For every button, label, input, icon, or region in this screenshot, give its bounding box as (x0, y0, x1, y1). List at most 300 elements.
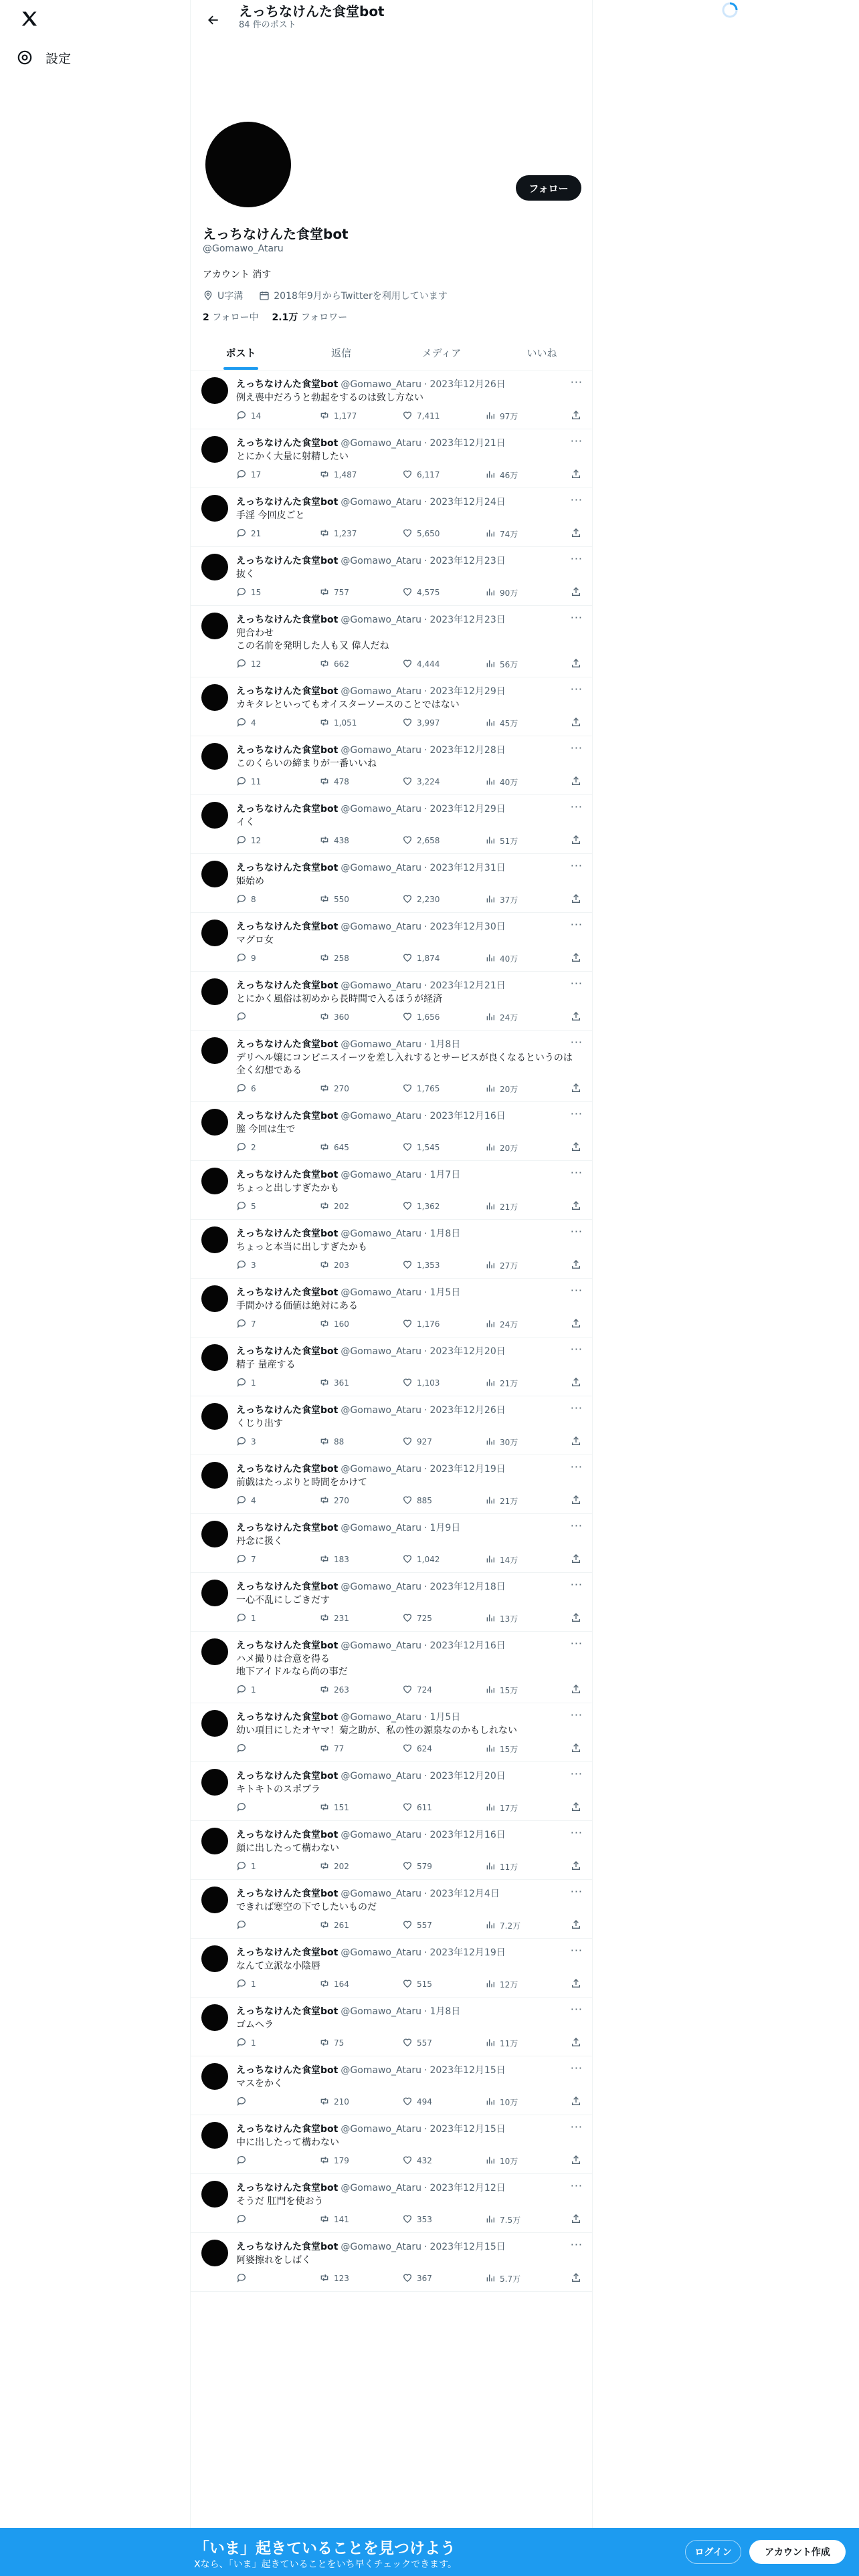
repost-button[interactable] (319, 1743, 402, 1755)
tweet-item[interactable] (191, 736, 592, 795)
more-options-icon[interactable]: ··· (570, 1036, 583, 1049)
more-options-icon[interactable]: ··· (570, 1578, 583, 1591)
tweet-avatar[interactable] (201, 1828, 228, 1854)
tweet-date[interactable]: 2023年12月19日 (430, 1947, 506, 1958)
tweet-author-handle[interactable]: @Gomawo_Ataru (341, 980, 422, 991)
more-options-icon[interactable]: ··· (570, 552, 583, 565)
tweet-avatar[interactable] (201, 554, 228, 580)
tweet-date[interactable]: 2023年12月16日 (430, 1640, 506, 1651)
tweet-avatar[interactable] (201, 1769, 228, 1796)
views-button[interactable] (485, 658, 568, 671)
repost-button[interactable] (319, 952, 402, 965)
like-button[interactable] (402, 1684, 485, 1697)
like-button[interactable] (402, 1612, 485, 1625)
share-button[interactable] (571, 1142, 581, 1154)
settings-link[interactable] (16, 44, 71, 71)
tweet-date[interactable]: 1月9日 (430, 1523, 461, 1533)
tweet-author-handle[interactable]: @Gomawo_Ataru (341, 922, 422, 932)
views-button[interactable] (485, 1553, 568, 1566)
reply-button[interactable] (236, 1436, 319, 1448)
following-link[interactable]: 2 フォロー中 (203, 312, 259, 323)
tweet-author-name[interactable]: えっちなけんた食堂bot (236, 804, 339, 815)
tweet-author-handle[interactable]: @Gomawo_Ataru (341, 1170, 422, 1180)
tweet-item[interactable] (191, 972, 592, 1031)
like-button[interactable] (402, 2214, 485, 2226)
tweet-item[interactable] (191, 547, 592, 606)
views-button[interactable] (485, 835, 568, 847)
repost-button[interactable] (319, 1083, 402, 1095)
more-options-icon[interactable]: ··· (570, 1343, 583, 1356)
views-button[interactable] (485, 1377, 568, 1390)
tweet-item[interactable] (191, 2233, 592, 2292)
more-options-icon[interactable]: ··· (570, 1402, 583, 1414)
tweet-item[interactable] (191, 1337, 592, 1396)
tweet-author-handle[interactable]: @Gomawo_Ataru (341, 1464, 422, 1475)
tweet-author-name[interactable]: えっちなけんた食堂bot (236, 922, 339, 932)
share-button[interactable] (571, 1802, 581, 1814)
like-button[interactable] (402, 1978, 485, 1991)
tweet-author-name[interactable]: えっちなけんた食堂bot (236, 1170, 339, 1180)
more-options-icon[interactable]: ··· (570, 494, 583, 506)
share-button[interactable] (571, 469, 581, 481)
tweet-author-name[interactable]: えっちなけんた食堂bot (236, 438, 339, 449)
tweet-author-name[interactable]: えっちなけんた食堂bot (236, 2242, 339, 2252)
tweet-avatar[interactable] (201, 2181, 228, 2208)
back-button[interactable] (201, 8, 225, 32)
tweet-author-handle[interactable]: @Gomawo_Ataru (341, 2242, 422, 2252)
tweet-avatar[interactable] (201, 978, 228, 1005)
tweet-date[interactable]: 2023年12月29日 (430, 686, 506, 697)
repost-button[interactable] (319, 410, 402, 423)
tweet-author-name[interactable]: えっちなけんた食堂bot (236, 1889, 339, 1899)
tweet-item[interactable] (191, 1031, 592, 1102)
tweet-author-handle[interactable]: @Gomawo_Ataru (341, 1228, 422, 1239)
tweet-author-name[interactable]: えっちなけんた食堂bot (236, 1039, 339, 1050)
views-button[interactable] (485, 1802, 568, 1814)
like-button[interactable] (402, 410, 485, 423)
views-button[interactable] (485, 1684, 568, 1697)
tweet-avatar[interactable] (201, 2122, 228, 2149)
like-button[interactable] (402, 2096, 485, 2109)
tweet-author-name[interactable]: えっちなけんた食堂bot (236, 1346, 339, 1357)
tweet-avatar[interactable] (201, 1887, 228, 1913)
tweet-author-name[interactable]: えっちなけんた食堂bot (236, 980, 339, 991)
more-options-icon[interactable]: ··· (570, 918, 583, 931)
tweet-avatar[interactable] (201, 1462, 228, 1489)
tweet-author-name[interactable]: えっちなけんた食堂bot (236, 686, 339, 697)
more-options-icon[interactable]: ··· (570, 1461, 583, 1473)
repost-button[interactable] (319, 528, 402, 540)
tweet-author-handle[interactable]: @Gomawo_Ataru (341, 1889, 422, 1899)
tweet-item[interactable] (191, 2115, 592, 2174)
repost-button[interactable] (319, 1802, 402, 1814)
like-button[interactable] (402, 1743, 485, 1755)
tweet-author-name[interactable]: えっちなけんた食堂bot (236, 1830, 339, 1840)
tweet-author-name[interactable]: えっちなけんた食堂bot (236, 1464, 339, 1475)
more-options-icon[interactable]: ··· (570, 2179, 583, 2192)
like-button[interactable] (402, 1436, 485, 1448)
tweet-author-handle[interactable]: @Gomawo_Ataru (341, 1039, 422, 1050)
repost-button[interactable] (319, 1684, 402, 1697)
tweet-author-handle[interactable]: @Gomawo_Ataru (341, 1640, 422, 1651)
tweet-avatar[interactable] (201, 436, 228, 463)
tweet-author-name[interactable]: えっちなけんた食堂bot (236, 2124, 339, 2135)
share-button[interactable] (571, 586, 581, 599)
tweet-author-handle[interactable]: @Gomawo_Ataru (341, 2065, 422, 2076)
tweet-date[interactable]: 2023年12月29日 (430, 804, 506, 815)
views-button[interactable] (485, 1860, 568, 1873)
repost-button[interactable] (319, 1377, 402, 1390)
reply-button[interactable] (236, 893, 319, 906)
tweet-date[interactable]: 2023年12月21日 (430, 438, 506, 449)
views-button[interactable] (485, 1259, 568, 1272)
reply-button[interactable] (236, 1802, 319, 1814)
tweet-date[interactable]: 2023年12月26日 (430, 1405, 506, 1416)
tweet-item[interactable] (191, 677, 592, 736)
signup-button[interactable]: アカウント作成 (749, 2540, 846, 2564)
views-button[interactable] (485, 1011, 568, 1024)
tweet-item[interactable] (191, 1998, 592, 2056)
share-button[interactable] (571, 1978, 581, 1991)
share-button[interactable] (571, 1553, 581, 1566)
views-button[interactable] (485, 717, 568, 730)
reply-button[interactable] (236, 1495, 319, 1507)
like-button[interactable] (402, 469, 485, 481)
tweet-author-name[interactable]: えっちなけんた食堂bot (236, 1640, 339, 1651)
tweet-author-handle[interactable]: @Gomawo_Ataru (341, 1405, 422, 1416)
like-button[interactable] (402, 1495, 485, 1507)
share-button[interactable] (571, 1083, 581, 1095)
tweet-item[interactable] (191, 1821, 592, 1880)
repost-button[interactable] (319, 1612, 402, 1625)
tweet-author-handle[interactable]: @Gomawo_Ataru (341, 497, 422, 508)
like-button[interactable] (402, 1200, 485, 1213)
reply-button[interactable] (236, 1743, 319, 1755)
like-button[interactable] (402, 952, 485, 965)
x-logo-icon[interactable] (16, 5, 43, 32)
tab-media[interactable]: メディア (421, 347, 462, 359)
share-button[interactable] (571, 2037, 581, 2050)
tweet-date[interactable]: 2023年12月23日 (430, 615, 506, 625)
more-options-icon[interactable]: ··· (570, 2238, 583, 2251)
more-options-icon[interactable]: ··· (570, 2003, 583, 2016)
views-button[interactable] (485, 776, 568, 788)
more-options-icon[interactable]: ··· (570, 1519, 583, 1532)
tweet-author-handle[interactable]: @Gomawo_Ataru (341, 2124, 422, 2135)
tweet-author-name[interactable]: えっちなけんた食堂bot (236, 1228, 339, 1239)
tweet-author-handle[interactable]: @Gomawo_Ataru (341, 1523, 422, 1533)
login-button[interactable]: ログイン (685, 2540, 741, 2564)
like-button[interactable] (402, 1142, 485, 1154)
repost-button[interactable] (319, 835, 402, 847)
share-button[interactable] (571, 1495, 581, 1507)
tweet-avatar[interactable] (201, 920, 228, 946)
tweet-item[interactable] (191, 1632, 592, 1703)
like-button[interactable] (402, 528, 485, 540)
tweet-date[interactable]: 1月8日 (430, 1228, 461, 1239)
like-button[interactable] (402, 1802, 485, 1814)
tweet-author-name[interactable]: えっちなけんた食堂bot (236, 1523, 339, 1533)
tweet-avatar[interactable] (201, 1945, 228, 1972)
tweet-author-name[interactable]: えっちなけんた食堂bot (236, 379, 339, 390)
reply-button[interactable] (236, 1142, 319, 1154)
tweet-author-name[interactable]: えっちなけんた食堂bot (236, 1712, 339, 1723)
tweet-date[interactable]: 2023年12月31日 (430, 863, 506, 873)
like-button[interactable] (402, 1011, 485, 1024)
reply-button[interactable] (236, 528, 319, 540)
reply-button[interactable] (236, 2155, 319, 2167)
tweet-author-handle[interactable]: @Gomawo_Ataru (341, 1947, 422, 1958)
reply-button[interactable] (236, 2037, 319, 2050)
tweet-avatar[interactable] (201, 613, 228, 639)
tab-likes[interactable]: いいね (527, 347, 557, 359)
tweet-item[interactable] (191, 854, 592, 913)
tweet-author-name[interactable]: えっちなけんた食堂bot (236, 745, 339, 756)
like-button[interactable] (402, 1919, 485, 1932)
more-options-icon[interactable]: ··· (570, 1637, 583, 1650)
tweet-item[interactable] (191, 1220, 592, 1279)
tweet-author-name[interactable]: えっちなけんた食堂bot (236, 1582, 339, 1592)
like-button[interactable] (402, 2037, 485, 2050)
share-button[interactable] (571, 1259, 581, 1272)
more-options-icon[interactable]: ··· (570, 742, 583, 754)
like-button[interactable] (402, 1860, 485, 1873)
more-options-icon[interactable]: ··· (570, 1885, 583, 1898)
tweet-author-handle[interactable]: @Gomawo_Ataru (341, 1830, 422, 1840)
tweet-avatar[interactable] (201, 1403, 228, 1430)
tweet-date[interactable]: 2023年12月15日 (430, 2124, 506, 2135)
more-options-icon[interactable]: ··· (570, 2062, 583, 2074)
share-button[interactable] (571, 1200, 581, 1213)
tweet-author-handle[interactable]: @Gomawo_Ataru (341, 2006, 422, 2017)
tweet-item[interactable] (191, 2174, 592, 2233)
views-button[interactable] (485, 1318, 568, 1331)
reply-button[interactable] (236, 586, 319, 599)
repost-button[interactable] (319, 658, 402, 671)
share-button[interactable] (571, 893, 581, 906)
tweet-avatar[interactable] (201, 802, 228, 829)
more-options-icon[interactable]: ··· (570, 376, 583, 389)
tweet-avatar[interactable] (201, 1344, 228, 1371)
share-button[interactable] (571, 1612, 581, 1625)
more-options-icon[interactable]: ··· (570, 1225, 583, 1238)
views-button[interactable] (485, 1743, 568, 1755)
share-button[interactable] (571, 2214, 581, 2226)
tweet-author-handle[interactable]: @Gomawo_Ataru (341, 615, 422, 625)
tweet-date[interactable]: 1月8日 (430, 2006, 461, 2017)
tweet-date[interactable]: 1月5日 (430, 1287, 461, 1298)
share-button[interactable] (571, 1684, 581, 1697)
tweet-date[interactable]: 2023年12月26日 (430, 379, 506, 390)
tweet-date[interactable]: 1月8日 (430, 1039, 461, 1050)
repost-button[interactable] (319, 1200, 402, 1213)
more-options-icon[interactable]: ··· (570, 611, 583, 624)
share-button[interactable] (571, 1377, 581, 1390)
reply-button[interactable] (236, 469, 319, 481)
reply-button[interactable] (236, 952, 319, 965)
tweet-author-name[interactable]: えっちなけんた食堂bot (236, 1405, 339, 1416)
tweet-author-handle[interactable]: @Gomawo_Ataru (341, 556, 422, 566)
share-button[interactable] (571, 1011, 581, 1024)
reply-button[interactable] (236, 776, 319, 788)
tweet-avatar[interactable] (201, 1037, 228, 1064)
tweet-item[interactable] (191, 429, 592, 488)
more-options-icon[interactable]: ··· (570, 683, 583, 695)
repost-button[interactable] (319, 2272, 402, 2285)
views-button[interactable] (485, 893, 568, 906)
views-button[interactable] (485, 1142, 568, 1154)
views-button[interactable] (485, 2272, 568, 2285)
tweet-avatar[interactable] (201, 861, 228, 887)
tweet-author-name[interactable]: えっちなけんた食堂bot (236, 556, 339, 566)
like-button[interactable] (402, 1377, 485, 1390)
tweet-author-handle[interactable]: @Gomawo_Ataru (341, 2183, 422, 2193)
views-button[interactable] (485, 2096, 568, 2109)
tweet-date[interactable]: 1月7日 (430, 1170, 461, 1180)
tweet-item[interactable] (191, 1573, 592, 1632)
tweet-author-name[interactable]: えっちなけんた食堂bot (236, 1771, 339, 1782)
tweet-avatar[interactable] (201, 2063, 228, 2090)
tweet-author-handle[interactable]: @Gomawo_Ataru (341, 1712, 422, 1723)
views-button[interactable] (485, 1978, 568, 1991)
tweet-avatar[interactable] (201, 1580, 228, 1606)
like-button[interactable] (402, 835, 485, 847)
share-button[interactable] (571, 835, 581, 847)
tweet-date[interactable]: 2023年12月19日 (430, 1464, 506, 1475)
views-button[interactable] (485, 528, 568, 540)
tweet-date[interactable]: 2023年12月23日 (430, 556, 506, 566)
share-button[interactable] (571, 528, 581, 540)
more-options-icon[interactable]: ··· (570, 1826, 583, 1839)
tweet-date[interactable]: 2023年12月16日 (430, 1830, 506, 1840)
followers-link[interactable]: 2.1万 フォロワー (272, 312, 348, 323)
share-button[interactable] (571, 2155, 581, 2167)
repost-button[interactable] (319, 1259, 402, 1272)
repost-button[interactable] (319, 1860, 402, 1873)
like-button[interactable] (402, 2155, 485, 2167)
repost-button[interactable] (319, 1978, 402, 1991)
tweet-avatar[interactable] (201, 1521, 228, 1547)
share-button[interactable] (571, 1743, 581, 1755)
more-options-icon[interactable]: ··· (570, 1284, 583, 1297)
tweet-item[interactable] (191, 370, 592, 429)
repost-button[interactable] (319, 717, 402, 730)
tweet-item[interactable] (191, 1455, 592, 1514)
tweet-date[interactable]: 2023年12月30日 (430, 922, 506, 932)
views-button[interactable] (485, 1436, 568, 1448)
repost-button[interactable] (319, 2214, 402, 2226)
tweet-date[interactable]: 2023年12月24日 (430, 497, 506, 508)
tweet-author-name[interactable]: えっちなけんた食堂bot (236, 615, 339, 625)
tweet-item[interactable] (191, 1514, 592, 1573)
tweet-item[interactable] (191, 2056, 592, 2115)
repost-button[interactable] (319, 893, 402, 906)
tweet-author-name[interactable]: えっちなけんた食堂bot (236, 497, 339, 508)
tweet-author-name[interactable]: えっちなけんた食堂bot (236, 863, 339, 873)
share-button[interactable] (571, 1919, 581, 1932)
like-button[interactable] (402, 717, 485, 730)
tweet-avatar[interactable] (201, 684, 228, 711)
tweet-author-handle[interactable]: @Gomawo_Ataru (341, 804, 422, 815)
reply-button[interactable] (236, 1377, 319, 1390)
like-button[interactable] (402, 776, 485, 788)
tweet-author-name[interactable]: えっちなけんた食堂bot (236, 1287, 339, 1298)
share-button[interactable] (571, 1436, 581, 1448)
share-button[interactable] (571, 952, 581, 965)
reply-button[interactable] (236, 1919, 319, 1932)
share-button[interactable] (571, 658, 581, 671)
tweet-item[interactable] (191, 1939, 592, 1998)
tweet-item[interactable] (191, 606, 592, 677)
tweet-avatar[interactable] (201, 377, 228, 404)
views-button[interactable] (485, 410, 568, 423)
tweet-date[interactable]: 2023年12月18日 (430, 1582, 506, 1592)
repost-button[interactable] (319, 1919, 402, 1932)
tweet-author-handle[interactable]: @Gomawo_Ataru (341, 1582, 422, 1592)
reply-button[interactable] (236, 1318, 319, 1331)
tweet-author-name[interactable]: えっちなけんた食堂bot (236, 1111, 339, 1121)
views-button[interactable] (485, 1495, 568, 1507)
more-options-icon[interactable]: ··· (570, 977, 583, 990)
more-options-icon[interactable]: ··· (570, 1944, 583, 1957)
views-button[interactable] (485, 1919, 568, 1932)
views-button[interactable] (485, 1200, 568, 1213)
like-button[interactable] (402, 893, 485, 906)
repost-button[interactable] (319, 1436, 402, 1448)
repost-button[interactable] (319, 586, 402, 599)
like-button[interactable] (402, 2272, 485, 2285)
views-button[interactable] (485, 2214, 568, 2226)
follow-button[interactable]: フォロー (516, 175, 581, 201)
tweet-avatar[interactable] (201, 495, 228, 522)
tweet-date[interactable]: 2023年12月20日 (430, 1346, 506, 1357)
tweet-date[interactable]: 2023年12月12日 (430, 2183, 506, 2193)
tweet-author-handle[interactable]: @Gomawo_Ataru (341, 863, 422, 873)
tab-posts[interactable]: ポスト (191, 336, 291, 370)
tweet-author-handle[interactable]: @Gomawo_Ataru (341, 1346, 422, 1357)
like-button[interactable] (402, 1318, 485, 1331)
more-options-icon[interactable]: ··· (570, 1767, 583, 1780)
like-button[interactable] (402, 1083, 485, 1095)
repost-button[interactable] (319, 1495, 402, 1507)
repost-button[interactable] (319, 469, 402, 481)
reply-button[interactable] (236, 1083, 319, 1095)
like-button[interactable] (402, 586, 485, 599)
like-button[interactable] (402, 1259, 485, 1272)
reply-button[interactable] (236, 1011, 319, 1024)
reply-button[interactable] (236, 1259, 319, 1272)
tweet-date[interactable]: 2023年12月20日 (430, 1771, 506, 1782)
tweet-item[interactable] (191, 1161, 592, 1220)
tweet-author-handle[interactable]: @Gomawo_Ataru (341, 438, 422, 449)
repost-button[interactable] (319, 1011, 402, 1024)
tweet-avatar[interactable] (201, 1226, 228, 1253)
views-button[interactable] (485, 586, 568, 599)
tweet-date[interactable]: 2023年12月4日 (430, 1889, 500, 1899)
share-button[interactable] (571, 776, 581, 788)
reply-button[interactable] (236, 1612, 319, 1625)
profile-avatar[interactable] (203, 119, 294, 210)
repost-button[interactable] (319, 1142, 402, 1154)
repost-button[interactable] (319, 2037, 402, 2050)
tweet-date[interactable]: 2023年12月21日 (430, 980, 506, 991)
tweet-avatar[interactable] (201, 1285, 228, 1312)
tweet-author-name[interactable]: えっちなけんた食堂bot (236, 2006, 339, 2017)
repost-button[interactable] (319, 776, 402, 788)
tweet-item[interactable] (191, 1279, 592, 1337)
tweet-author-name[interactable]: えっちなけんた食堂bot (236, 2065, 339, 2076)
reply-button[interactable] (236, 1860, 319, 1873)
